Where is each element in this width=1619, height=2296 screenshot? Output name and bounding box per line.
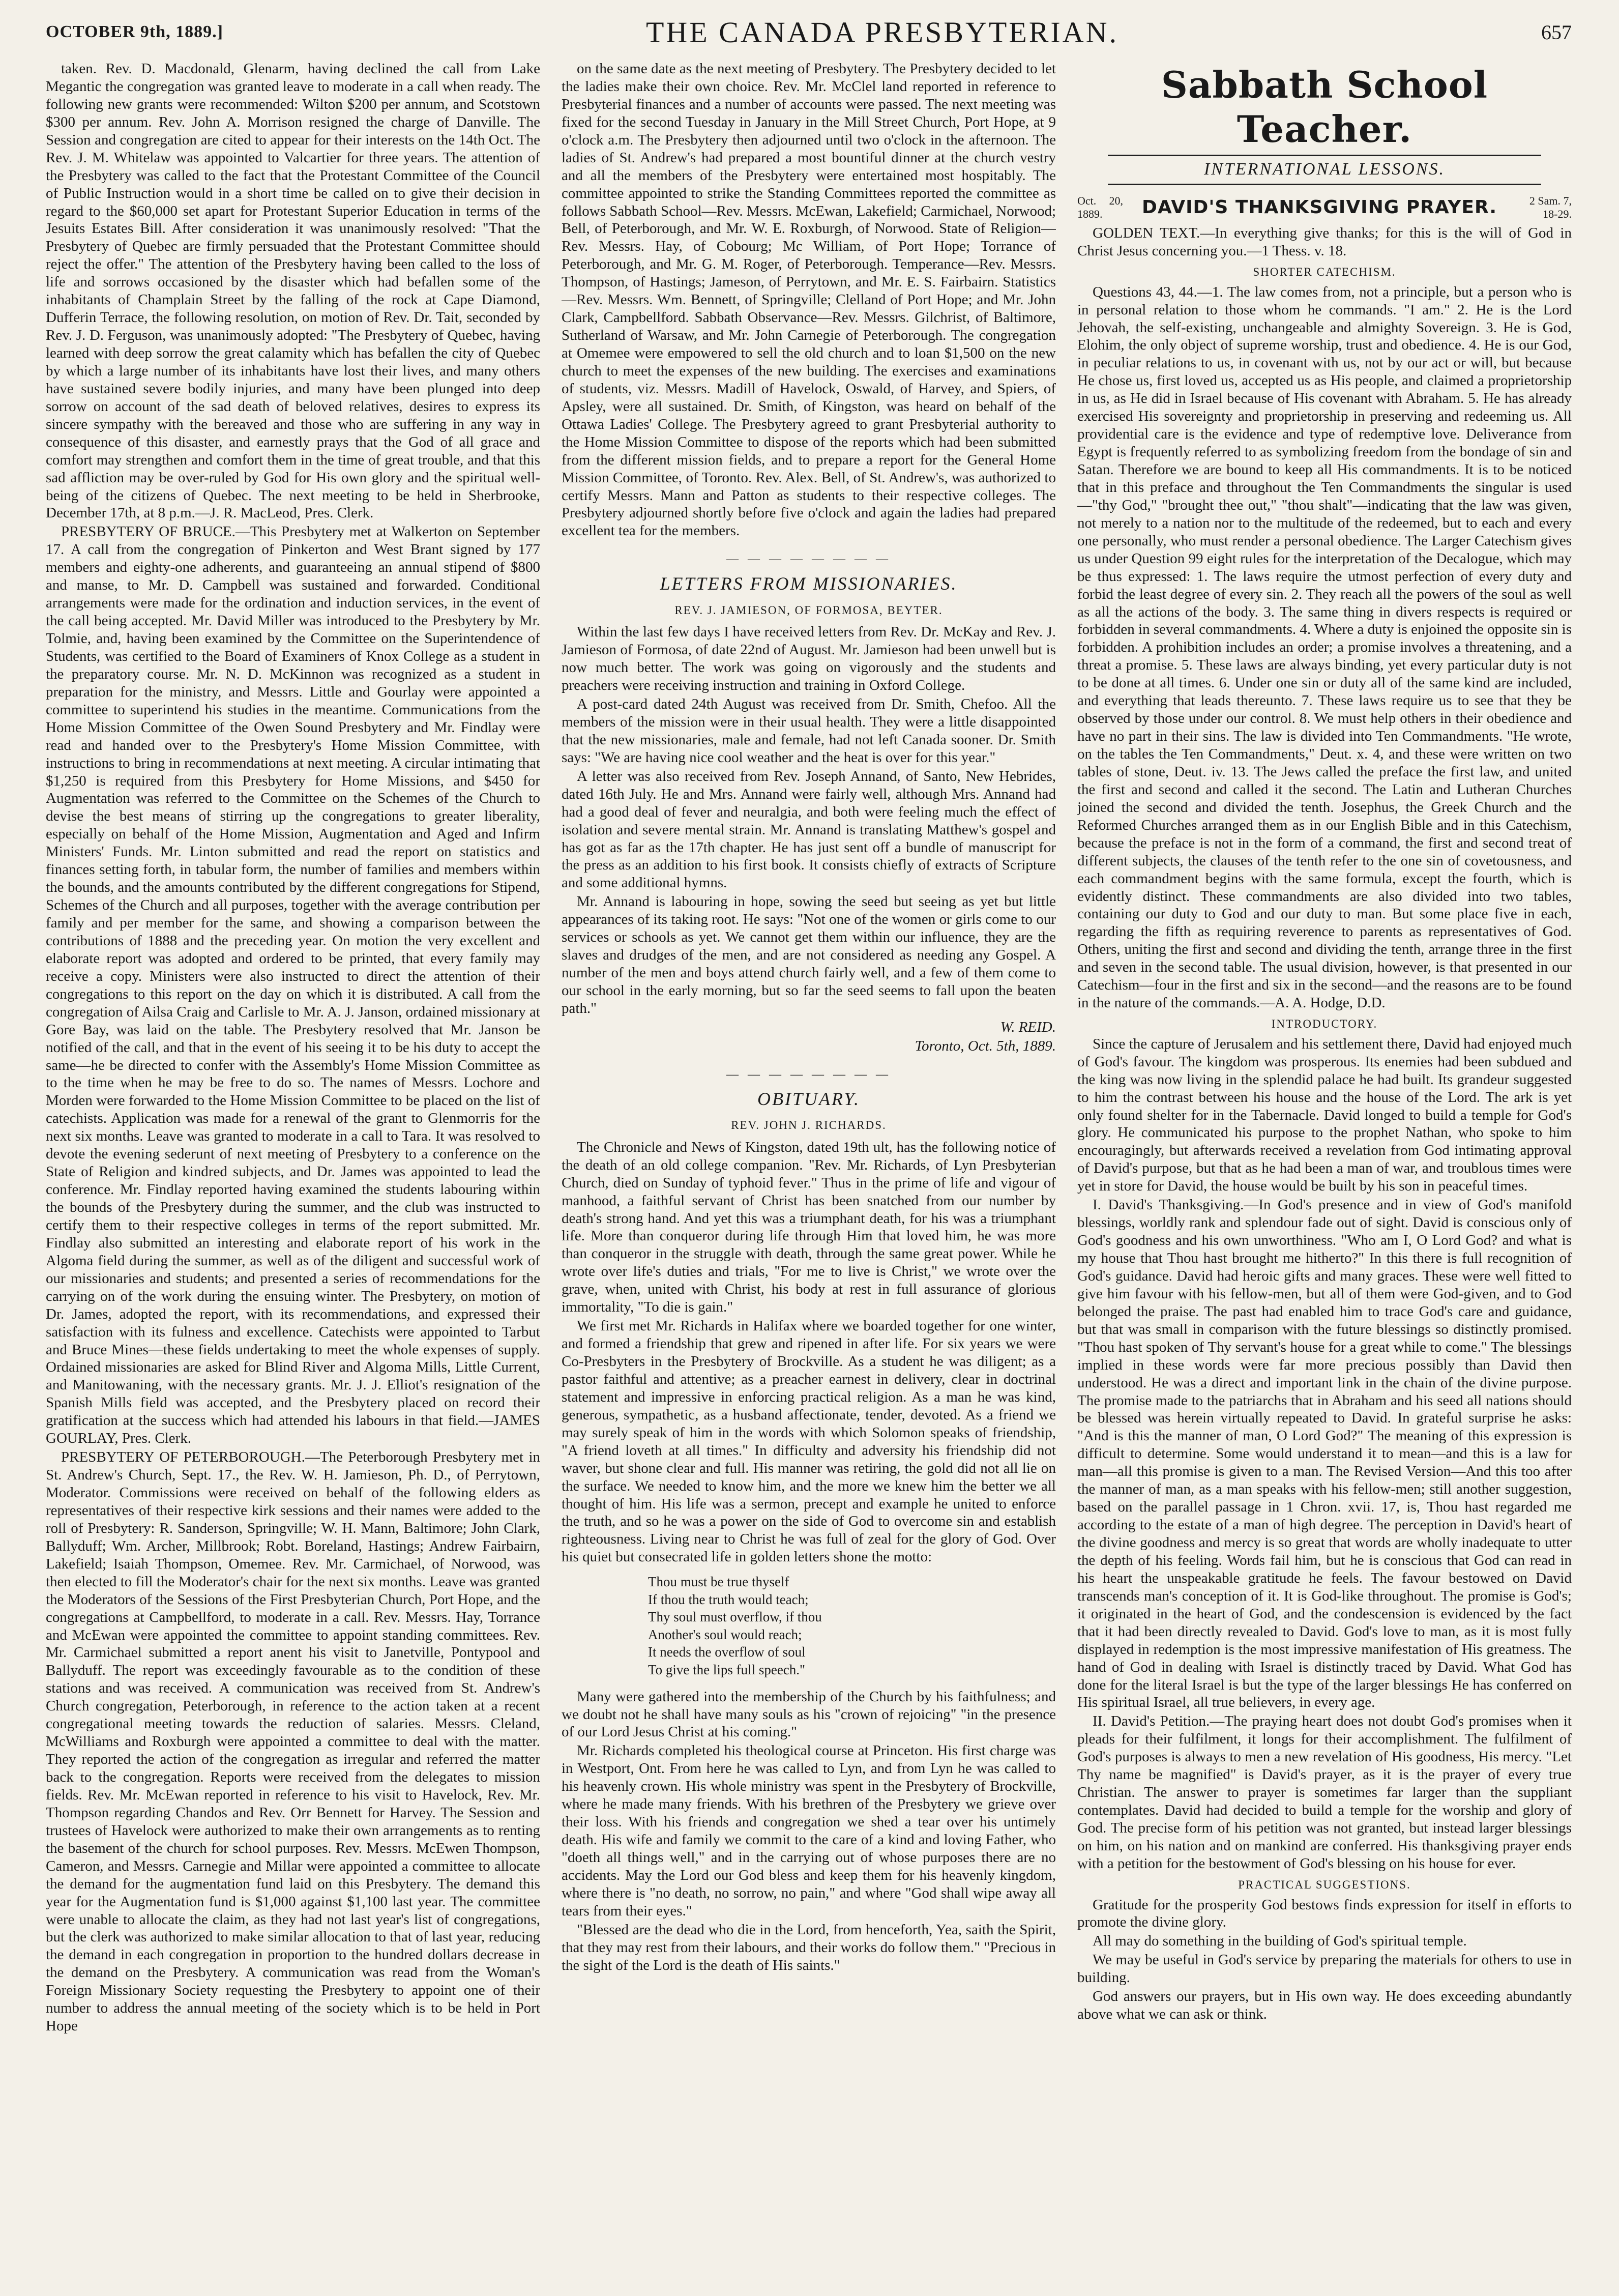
page-header xyxy=(46,9,1572,55)
title-rule xyxy=(1108,184,1541,185)
paragraph: on the same date as the next meeting of Presbytery. The Presbytery decided to let the ladies make their own choice. Rev. Mr. McClel land reported in reference to Presbyterial finances and a number of accounts were passed. The next meeting was fixed for the second Tuesday in January in the Mill Street Church, Port Hope, at 9 o'clock a.m. The Presbytery then adjourned until two o'clock in the afternoon. The ladies of St. Andrew's had prepared a most bountiful dinner at the church vestry and all the members of the Presbytery were entertained most hospitably. The committee appointed to strike the Standing Committees reported the committee as follows Sabbath School—Rev. Messrs. McEwan, Lakefield; Carmichael, Norwood; Bell, of Peterborough, and Mr. W. E. Roxburgh, of Norwood. State of Religion—Rev. Messrs. Hay, of Cobourg; Mc William, of Port Hope; Torrance of Peterborough, and Mr. G. M. Roger, of Peterborough. Temperance—Rev. Messrs. Thompson, of Hastings; Jameson, of Perrytown, and Mr. E. S. Fairbairn. Statistics—Rev. Messrs. Wm. Bennett, of Springville; Clelland of Port Hope; and Mr. John Clark, Campbellford. Sabbath Observance—Rev. Messrs. Gilchrist, of Baltimore, Sutherland of Warsaw, and Mr. John Carnegie of Peterborough. The congregation at Omemee were empowered to sell the old church and to loan $1,500 on the new church to meet the expenses of the new building. The exercises and examinations of students, viz. Messrs. Madill of Havelock, Oswald, of Harvey, and Spiers, of Apsley, were all sustained. Dr. Smith, of Kingston, was heard on behalf of the Ottawa Ladies' College. The Presbytery agreed to grant Presbyterial authority to the Home Mission Committee to dispose of the reports which had been submitted from the different mission fields, and to prepare a report for the General Home Mission Committee, of Toronto. Rev. Alex. Bell, of St. Andrew's, was authorized to certify Messrs. Mann and Patton as students to their respective colleges. The Presbytery adjourned shortly before five o'clock and again the ladies had prepared excellent tea for the members. xyxy=(562,61,1056,539)
letters-dateline: Toronto, Oct. 5th, 1889. xyxy=(915,1037,1056,1054)
paragraph: A letter was also received from Rev. Joseph Annand, of Santo, New Hebrides, dated 16th July. He and Mrs. Annand were fairly well, although Mrs. Annand had had a good deal of fever and neuralgia, and both were feeling much the effect of isolation and severe mental strain. Mr. Annand is translating Matthew's gospel and has got as far as the 17th chapter. He has just sent off a bundle of manuscript for the press as an addition to his first book. It consists chiefly of extracts of Scripture and some additional hymns. xyxy=(562,768,1056,891)
paragraph: God answers our prayers, but in His own way. He does exceeding abundantly above what we can ask or think. xyxy=(1077,1988,1572,2023)
paragraph: taken. Rev. D. Macdonald, Glenarm, having declined the call from Lake Megantic the congregation was granted leave to moderate in a call when ready. The following new grants were recommended: Wilton $200 per annum, and Scotstown $300 per annum. Rev. John A. Morrison resigned the charge of Danville. The Session and congregation are cited to appear for their interests on the 14th Oct. The Rev. J. M. Whitelaw was appointed to Valcartier for three years. The attention of the Presbytery was called to the fact that the Protestant Committee of the Council of Public Instruction would in a short time be called on to give their decision in regard to the $60,000 set apart for Protestant Superior Education in terms of the Jesuits Estates Bill. After consideration it was unanimously resolved: "That the Presbytery of Quebec are firmly persuaded that the Protestant Committee should reject the offer." The attention of the Presbytery having been called to the loss of life and sorrows occasioned by the disaster which had befallen some of the inhabitants of Champlain Street by the falling of the rock at Cape Diamond, Dufferin Terrace, the following resolution, on motion of Rev. Dr. Tait, seconded by Rev. J. D. Ferguson, was unanimously adopted: "The Presbytery of Quebec, having learned with deep sorrow the great calamity which has befallen the city of Quebec by which a large number of its inhabitants have lost their lives, and many others have sustained severe bodily injuries, and many have been plunged into deep sorrow on account of the sad death of beloved relatives, desires to express its sincere sympathy with the bereaved and those who are suffering in any way in consequence of this disaster, and earnestly prays that the God of all grace and comfort may strengthen and comfort them in the time of great trouble, and that this sad affliction may be over-ruled by God for His own glory and the spiritual well-being of the citizens of Quebec. The next meeting to be held in Sherbrooke, December 17th, at 8 p.m.—J. R. MacLeod, Pres. Clerk. xyxy=(46,61,540,521)
column-layout xyxy=(46,60,1572,2283)
section-divider: — — — — — — — — xyxy=(726,1067,891,1081)
paragraph: A post-card dated 24th August was received from Dr. Smith, Chefoo. All the members of the mission were in their usual health. They were a little disappointed that the new missionaries, male and female, had not left Canada sooner. Dr. Smith says: "We are having nice cool weather and the heat is over for this year." xyxy=(562,696,1056,766)
golden-text: GOLDEN TEXT.—In everything give thanks; for this is the will of God in Christ Jesus concerning you.—1 Thess. v. 18. xyxy=(1077,225,1572,259)
title-rule xyxy=(1108,155,1541,156)
lesson-reference: 2 Sam. 7, 18-29. xyxy=(1529,194,1572,220)
letters-signature: W. REID. xyxy=(1000,1019,1056,1035)
section-divider: — — — — — — — — xyxy=(726,553,891,566)
paragraph: We may be useful in God's service by preparing the materials for others to use in building. xyxy=(1077,1952,1572,1986)
lesson-header xyxy=(1077,194,1572,220)
paragraph: PRESBYTERY OF BRUCE.—This Presbytery met at Walkerton on September 17. A call from the congregation of Pinkerton and West Brant signed by 177 members and eighty-one adherents, and guaranteeing an annual stipend of $800 and manse, to Mr. D. Campbell was sustained and forwarded. Conditional arrangements were made for the ordination and induction services, in the event of the call being accepted. Mr. David Miller was introduced to the Presbytery by Mr. Tolmie, and, having been examined by the Committee on the Superintendence of Students, was certified to the Board of Examiners of Knox College as a student in the preparatory course. Mr. N. D. McKinnon was recognized as a student in preparation for the ministry, and Messrs. Little and Gourlay were appointed a committee to superintend his studies in the meantime. Communications from the Home Mission Committee of the Owen Sound Presbytery and Mr. Findlay were read and handed over to the Presbytery's Home Mission Committee, with instructions to bring in recommendations at next meeting. A circular intimating that $1,250 is required from this Presbytery for Home Missions, and $450 for Augmentation was referred to the Committee on the Schemes of the Church to devise the best means of stirring up the congregations to greater liberality, especially on behalf of the Home Mission, Augmentation and Aged and Infirm Ministers' Funds. Mr. Linton submitted and read the report on statistics and finances setting forth, in tabular form, the number of families and members within the bounds, and the amounts contributed by the different congregations for Stipend, Schemes of the Church and all purposes, together with the average contribution per family and per member for the same, and showing a comparison between the contributions of 1888 and the preceding year. On motion the very excellent and elaborate report was adopted and ordered to be printed, that every family may receive a copy. Ministers were also instructed to direct the attention of their congregations to this report on the day on which it is distributed. A call from the congregation of Ailsa Craig and Carlisle to Mr. A. J. Janson, ordained missionary at Gore Bay, was laid on the table. The Presbytery resolved that Mr. Janson be notified of the call, and that in the event of his seeing it to be his duty to accept the same—he be directed to confer with the Assembly's Home Mission Committee as to the time when he may be free to do so. The names of Messrs. Lochore and Morden were forwarded to the Home Mission Committee to be placed on the list of catechists. Application was made for a renewal of the grant to Glenmorris for the next six months. Leave was granted to moderate in a call to Tara. It was resolved to devote the evening sederunt of next meeting of Presbytery to a conference on the State of Religion and kindred subjects, and Dr. James was appointed to lead the conference. Mr. Findlay reported having examined the students labouring within the bounds of the Presbytery during the summer, and the club was instructed to certify them to their respective colleges in terms of the report submitted. Mr. Findlay also submitted an interesting and elaborate report of his work in the Algoma field during the summer, as well as of the diligent and successful work of our missionaries and students; and presented a series of recommendations for the carrying on of the work during the ensuing winter. The Presbytery, on motion of Dr. James, adopted the report, with its recommendations, and expressed their satisfaction with its fulness and excellence. Catechists were appointed to Tarbut and Bruce Mines—these fields undertaking to meet the whole expenses of supply. Ordained missionaries are asked for Blind River and Algoma Mills, Little Current, and Manitowaning, with the necessary grants. Mr. J. J. Elliot's resignation of the Spanish Mills field was accepted, and the Presbytery placed on record their gratification at the success which had attended his labours in that field.—JAMES GOURLAY, Pres. Clerk. xyxy=(46,524,540,1447)
paragraph: Since the capture of Jerusalem and his settlement there, David had enjoyed much of God's favour. The kingdom was prosperous. Its enemies had been subdued and the king was now living in the splendid palace he had built. Its grandeur suggested to him the contrast between his house and the house of the Lord. The ark is yet only found shelter for in the Tabernacle. David longed to build a temple for God's glory. He communicated his purpose to the prophet Nathan, who spoke to him encouragingly, but afterwards received a revelation from God intimating approval of David's purpose, but that as he had been a man of war, and troublous times were yet in store for David, the house would be built by his son in peaceful times. xyxy=(1077,1035,1572,1195)
paragraph: Questions 43, 44.—1. The law comes from, not a principle, but a person who is in personal relation to those whom he commands. "I am." 2. He is the Lord Jehovah, the self-existing, unchangeable and almighty Sovereign. 3. He is God, Elohim, the only object of supreme worship, trust and obedience. 4. He is our God, in peculiar relations to us, in covenant with us, not by our act or will, but because He chose us, first loved us, accepted us as His people, and claimed a proprietorship in us, as He did in Israel because of His covenant with Abraham. 5. He has already exercised His sovereignty and proprietorship in preserving and redeeming us. All providential care is the evidence and type of redemptive love. Deliverance from Egypt is frequently referred to as symbolizing freedom from the bondage of sin and Satan. Therefore we are bound to keep all His commandments. It is to be noticed that in this preface and throughout the Ten Commandments the singular is used—"thy God," "brought thee out," "thou shalt"—indicating that the law was given, not merely to a nation nor to the multitude of the redeemed, but to each and every one personally, who must render a personal obedience. The Larger Catechism gives us under Question 99 eight rules for the interpretation of the Decalogue, which may be thus expressed: 1. The laws require the utmost perfection of every duty and forbid the least degree of every sin. 2. They reach all the powers of the soul as well as all the actions of the body. 3. The same thing in divers respects is required or forbidden in several commandments. 4. Where a duty is enjoined the opposite sin is forbidden. A prohibition includes an order; a promise involves a threatening, and a threat a promise. 5. These laws are always binding, yet every particular duty is not to be done at all times. 6. Under one sin or duty all of the same kind are included, and everything that leads thereunto. 7. These laws require us to see that they be observed by those under our control. 8. We must help others in their obedience and have no part in their sins. The law is divided into Ten Commandments. "He wrote, on the tables the Ten Commandments," Deut. x. 4, and these were written on two tables of stone, Deut. iv. 13. The Jews called the preface the first law, and united the first and second and called it the second. The Latin and Lutheran Churches joined the second and divided the tenth. Josephus, the Greek Church and the Reformed Churches arranged them as in our English Bible and in this Catechism, because the preface is not in the form of a command, the first and second treat of different subjects, the clauses of the tenth refer to the one sin of covetousness, and each commandment begins with the same formula, except the fourth, which is evidently distinct. These commandments are also divided into two tables, containing our duty to God and our duty to man. But some place five in each, regarding the fifth as requiring reverence to parents as representatives of God. Others, uniting the first and second and dividing the tenth, arrange three in the first and seven in the second table. The usual division, however, is that presented in our Catechism—four in the first and six in the second—and the reasons are to be found in the nature of the commands.—A. A. Hodge, D.D. xyxy=(1077,283,1572,1011)
column-presbytery-reports xyxy=(46,60,540,2283)
paragraph: Mr. Richards completed his theological course at Princeton. His first charge was in Westport, Ont. From here he was called to Lyn, and from Lyn he was called to his heavenly crown. His whole ministry was spent in the Presbytery of Brockville, where he made many friends. With his brethren of the Presbytery we grieve over their loss. With his friends and congregation we shed a tear over his untimely death. His wife and family we commit to the care of a kind and loving Father, who "doeth all things well," and in the carrying out of whose purposes there are no accidents. May the Lord our God bless and keep them for his heavenly kingdom, where there is "no death, no sorrow, no pain," and where "God shall wipe away all tears from their eyes." xyxy=(562,1742,1056,1919)
practical-heading: PRACTICAL SUGGESTIONS. xyxy=(1238,1878,1411,1891)
paragraph: II. David's Petition.—The praying heart does not doubt God's promises when it pleads for their fulfilment, it longs for their accomplishment. The fulfilment of God's purposes is always to men a new revelation of His goodness, His mercy. "Let Thy name be magnified" is David's prayer, as it is the prayer of every true Christian. The answer to prayer is sometimes far larger than the suppliant contemplates. David had decided to build a temple for the worship and glory of God. The precise form of his petition was not granted, but instead larger blessings on him, on his nation and on mankind are conferred. His thanksgiving prayer ends with a petition for the bestowment of God's blessing on his house for ever. xyxy=(1077,1713,1572,1872)
column-sabbath-school xyxy=(1077,60,1572,2283)
paragraph: The Chronicle and News of Kingston, dated 19th ult, has the following notice of the death of an old college companion. "Rev. Mr. Richards, of Lyn Presbyterian Church, died on Sunday of typhoid fever." Thus in the prime of life and vigour of manhood, a faithful servant of Christ has been snatched from our number by death's strong hand. And yet this was a triumphant death, for his was a triumphant life. More than conqueror during life through Him that loved him, he was more than conqueror in the struggle with death, through the same great power. While he wrote over life's duties and trials, "For me to live is Christ," we wrote over the grave, when, united with Christ, his body at rest in full assurance of glorious immortality, "To die is gain." xyxy=(562,1139,1056,1316)
column-letters-obituary xyxy=(562,60,1056,2283)
section-subtitle: INTERNATIONAL LESSONS. xyxy=(1203,159,1446,179)
paragraph: Gratitude for the prosperity God bestows finds expression for itself in efforts to promote the divine glory. xyxy=(1077,1896,1572,1931)
poem-line: Thy soul must overflow, if thou xyxy=(648,1609,822,1625)
poem-line: To give the lips full speech." xyxy=(648,1662,806,1678)
poem xyxy=(562,1573,1056,1678)
letters-byline: REV. J. JAMIESON, OF FORMOSA, BEYTER. xyxy=(674,603,943,617)
poem-line: Another's soul would reach; xyxy=(648,1626,802,1642)
section-title: Sabbath School Teacher. xyxy=(1161,63,1488,151)
paragraph: I. David's Thanksgiving.—In God's presence and in view of God's manifold blessings, worldly rank and splendour fade out of sight. David is conscious only of God's goodness and his own unworthiness. "Who am I, O Lord God? and what is my house that Thou hast brought me hitherto?" In this there is full recognition of God's guidance. David had heroic gifts and many graces. These were well fitted to give him favour with his fellow-men, but all of them were God-given, and to God belonged the praise. The past had enabled him to trace God's care and guidance, but that was small in comparison with the future blessings so distinctly promised. "Thou hast spoken of Thy servant's house for a great while to come." The blessings implied in these words were far more precious possibly than David then understood. He was a direct and important link in the chain of the divine purpose. The promise made to the patriarchs that in Abraham and his seed all nations should be blessed was herein virtually repeated to David. In grateful surprise he asks: "And is this the manner of man, O Lord God?" The meaning of this expression is difficult to determine. Some would understand it to mean—and this is a law for man—all this promise is given to a man. The Revised Version—And this too after the manner of man, as a man speaks with his fellow-men; still another suggestion, based on the parallel passage in 1 Chron. xvii. 17, is, Thou hast regarded me according to the estate of a man of high degree. The perception in David's heart of the divine goodness and mercy is so great that words are wholly inadequate to utter the depth of his feeling. Words fail him, but he is conscious that God can read in his heart the unspeakable gratitude he feels. The favour bestowed on David transcends man's conception of it. It is God-like throughout. The promise is God's; it originated in the heart of God, and the condescension is evidenced by the fact that it had been directly revealed to David. God's love to man, as it is most fully displayed in redemption is the most impressive manifestation of His greatness. The hand of God in dealing with Israel is distinctly traced by David. What God has done for the literal Israel is but the type of the larger blessings He has conferred on His spiritual Israel, all true believers, in every age. xyxy=(1077,1197,1572,1711)
paragraph: All may do something in the building of God's spiritual temple. xyxy=(1093,1933,1467,1950)
paragraph: Many were gathered into the membership of the Church by his faithfulness; and we doubt not he shall have many souls as his "crown of rejoicing" "in the presence of our Lord Jesus Christ at his coming." xyxy=(562,1688,1056,1740)
lesson-title: DAVID'S THANKSGIVING PRAYER. xyxy=(1141,197,1497,218)
letters-heading: LETTERS FROM MISSIONARIES. xyxy=(660,573,958,594)
poem-line: Thou must be true thyself xyxy=(648,1574,789,1590)
masthead-title: THE CANADA PRESBYTERIAN. xyxy=(645,15,1118,49)
poem-line: If thou the truth would teach; xyxy=(648,1591,809,1607)
obituary-byline: REV. JOHN J. RICHARDS. xyxy=(731,1119,887,1132)
paragraph: PRESBYTERY OF PETERBOROUGH.—The Peterborough Presbytery met in St. Andrew's Church, Sept. 17., the Rev. W. H. Jamieson, Ph. D., of Perrytown, Moderator. Commissions were received on behalf of the following elders as representatives of their respective kirk sessions and their names were added to the roll of Presbytery: R. Sanderson, Springville; W. H. Mann, Baltimore; John Clark, Ballyduff; Wm. Archer, Millbrook; Robt. Boreland, Hastings; Andrew Fairbairn, Lakefield; Isaiah Thompson, Omemee. Rev. Mr. Carmichael, of Norwood, was then elected to fill the Moderator's chair for the next six months. Leave was granted the Moderators of the Sessions of the First Presbyterian Church, Port Hope, and the congregations at Campbellford, to moderate in a call. Rev. Messrs. Hay, Torrance and McEwan were appointed the committee to appoint standing committees. Rev. Mr. Carmichael submitted a report anent his visit to Janetville, Pontypool and Ballyduff. The report was exceedingly favourable as to the condition of these stations and was received. A communication was received from St. Andrew's Church congregation, Peterborough, in reference to the action taken at a recent congregational meeting towards the reduction of salaries. Messrs. Cleland, McWilliams and Roxburgh were appointed a committee to deal with the matter. They reported the action of the congregation as irregular and referred the matter back to the congregation. Reports were received from the delegates to mission fields. Rev. Mr. McEwan reported in reference to his visit to Havelock, Rev. Mr. Thompson regarding Chandos and Rev. Orr Bennett for Harvey. The Session and trustees of Havelock were authorized to make their own arrangements as to renting the basement of the church for school purposes. Rev. Messrs. McEwen Thompson, Cameron, and Messrs. Carnegie and Millar were appointed a committee to allocate the demand for the augmentation fund laid on this Presbytery. The demand this year for the Augmentation fund is $1,000 against $1,100 last year. The committee were unable to allocate the claim, as they had not last year's list of congregations, but the clerk was authorized to make similar allocation to that of last year, reducing the demand in each congregation in proportion to the hundred dollars decrease in the demand on the Presbytery. A communication was read from the Woman's Foreign Missionary Society requesting the Presbytery to appoint one of their number to address the annual meeting of the society which is to be held in Port Hope xyxy=(46,1449,540,2035)
paragraph: "Blessed are the dead who die in the Lord, from henceforth, Yea, saith the Spirit, that they may rest from their labours, and their works do follow them." "Precious in the sight of the Lord is the death of His saints." xyxy=(562,1921,1056,1973)
lesson-date: Oct. 20, 1889. xyxy=(1077,194,1123,220)
catechism-heading: SHORTER CATECHISM. xyxy=(1253,265,1396,278)
poem-line: It needs the overflow of soul xyxy=(648,1644,806,1660)
introductory-heading: INTRODUCTORY. xyxy=(1271,1018,1378,1031)
paragraph: Mr. Annand is labouring in hope, sowing the seed but seeing as yet but little appearances of its taking root. He says: "Not one of the women or girls come to our services or schools as yet. We cannot get them within our influence, they are the slaves and drudges of the men, and are not considered as needing any Gospel. A number of the men and boys attend church fairly well, and a few of them come to our school in the early morning, but so far the seed seems to fall upon the beaten path." xyxy=(562,893,1056,1016)
paragraph: We first met Mr. Richards in Halifax where we boarded together for one winter, and formed a friendship that grew and ripened in after life. For six years we were Co-Presbyters in the Presbytery of Brockville. As a student he was diligent; as a pastor faithful and attentive; as a preacher earnest in delivery, clear in doctrinal statement and impressive in enforcing practical religion. As a man he was kind, generous, sympathetic, as a husband affectionate, tender, devoted. As a friend we may surely speak of him in the words with which Solomon speaks of friendship, "A friend loveth at all times." In difficulty and adversity his friendship did not waver, but shone clear and full. His manner was retiring, the gold did not all lie on the surface. We needed to know him, and the more we knew him the better we all thought of him. His life was a sermon, precept and example he united to enforce the truth, and so he was a power on the side of God to overcome sin and establish righteousness. Living near to Christ he was full of zeal for the glory of God. Over his quiet but consecrated life in golden letters shone the motto: xyxy=(562,1318,1056,1565)
obituary-heading: OBITUARY. xyxy=(757,1088,861,1109)
header-date: OCTOBER 9th, 1889.] xyxy=(46,22,223,41)
page-number: 657 xyxy=(1541,20,1572,44)
paragraph: Within the last few days I have received letters from Rev. Dr. McKay and Rev. J. Jamieson of Formosa, of date 22nd of August. Mr. Jamieson had been unwell but is now much better. The work was going on vigorously and the students and preachers were receiving instruction and training in Oxford College. xyxy=(562,624,1056,694)
